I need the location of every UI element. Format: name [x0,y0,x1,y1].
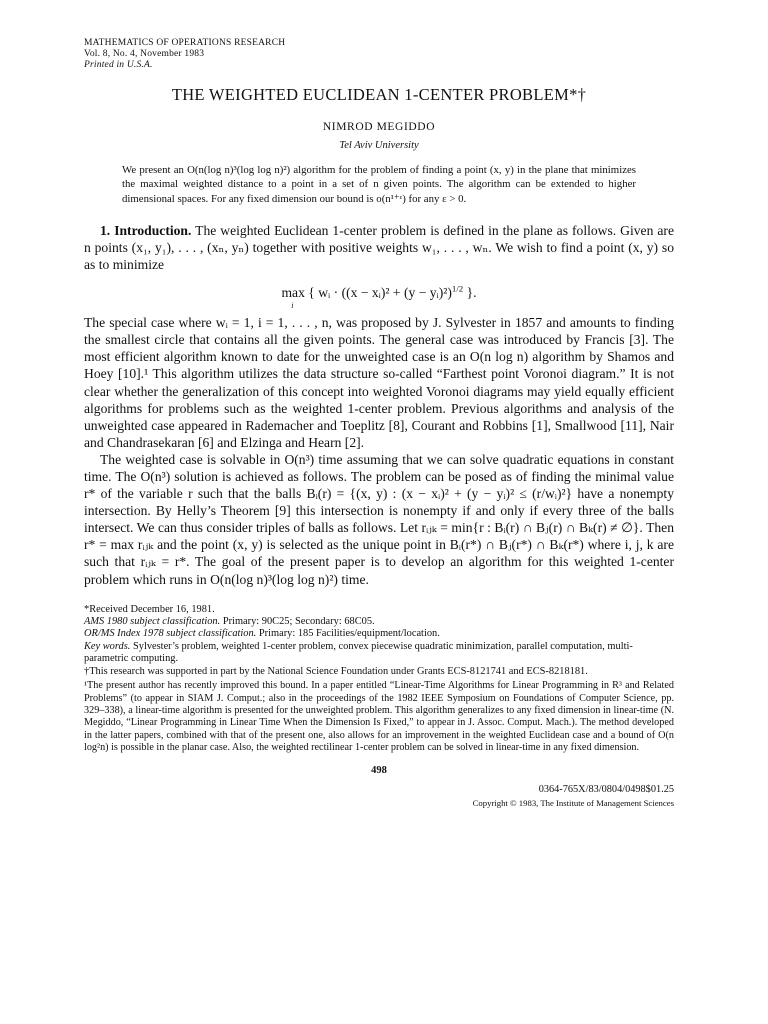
formula-max-sub: i [291,301,294,311]
page-number: 498 [371,764,387,776]
section-introduction [84,222,674,588]
journal-printed: Printed in U.S.A. [84,60,153,70]
abstract: We present an O(n(log n)³(log log n)²) algorithm for the problem of finding a point (x, y) in the plane that minimizes the maximal weighted distance to a point in a set of n given points. The algorithm can be extended to higher dimensional spaces. For any fixed dimension our bound is o(n¹⁺ᵋ) for any ε > 0. [122,164,636,205]
journal-header [84,38,674,71]
intro-text: The weighted Euclidean 1-center problem is defined in the plane as follows. Given are n points (x₁, y₁), . . . , (xₙ, yₙ) together with positive weights w₁, . . . , wₙ. We wish to find a point (x, y) so as to minimize [84,222,674,273]
section-number: 1. [100,222,111,238]
section-title: Introduction. [114,222,192,238]
formula-max: max i [281,282,304,304]
footnote-ams: AMS 1980 subject classification. Primary: 90C25; Secondary: 68C05. [84,616,375,628]
footnote-keywords: Key words. Sylvester’s problem, weighted 1-center problem, convex piecewise quadratic minimization, parallel computation, multi-parametric computing. [84,640,633,665]
formula-close: }. [466,285,477,301]
author-name: NIMROD MEGIDDO [322,121,436,133]
journal-name: MATHEMATICS OF OPERATIONS RESEARCH [84,38,286,48]
paragraph-special-case: The special case where wᵢ = 1, i = 1, . . . , n, was proposed by J. Sylvester in 1857 and amounts to finding the smallest circle that contains all the given points. The general case was introduced by Francis [3]. The most efficient algorithm known to date for the unweighted case is an O(n log n) algorithm by Shamos and Hoey [10].¹ This algorithm utilizes the data structure so-called “Farthest point Voronoi diagram.” It is not clear whether the generalization of this concept into weighted Voronoi diagrams may yield equally efficient algorithms for problems such as the weighted 1-center problem. Previous algorithms and analysis of the unweighted case appeared in Rademacher and Toeplitz [8], Courant and Robbins [1], Smallwood [11], Nair and Chandrasekaran [6] and Elzinga and Hearn [2]. [84,315,674,450]
paper-title: THE WEIGHTED EUCLIDEAN 1-CENTER PROBLEM*† [171,85,587,104]
author-affiliation: Tel Aviv University [339,140,419,151]
paper-page [84,38,674,808]
intro-paragraph [84,222,674,273]
formula-body: { wᵢ · ((x − xᵢ)² + (y − yᵢ)²) [308,285,452,301]
copyright-line: Copyright © 1983, The Institute of Management Sciences [472,797,674,808]
footnote-received: *Received December 16, 1981. [84,603,215,615]
paragraph-weighted-case: The weighted case is solvable in O(n³) time assuming that we can solve quadratic equations in constant time. The O(n³) solution is achieved as follows. The problem can be posed as of finding the minimal value r* of the variable r such that the balls Bᵢ(r) = {(x, y) : (x − xᵢ)² + (y − yᵢ)² ≤ (r/wᵢ)²} have a nonempty intersection. By Helly’s Theorem [9] this intersection is nonempty if and only if every three of the balls intersect. We can thus consider triples of balls as follows. Let rᵢⱼₖ = min{r : Bᵢ(r) ∩ Bⱼ(r) ∩ Bₖ(r) ≠ ∅}. Then r* = max rᵢⱼₖ and the point (x, y) is selected as the unique point in Bᵢ(r*) ∩ Bⱼ(r*) ∩ Bₖ(r*) where i, j, k are such that rᵢⱼₖ = r*. The goal of the present paper is to develop an algorithm for this weighted 1-center problem which runs in O(n(log n)³(log log n)²) time. [84,451,674,587]
footnote-orms: OR/MS Index 1978 subject classification. Primary: 185 Facilities/equipment/location. [84,628,440,640]
article-code: 0364-765X/83/0804/0498$01.25 [538,783,674,795]
formula-exponent: 1/2 [451,283,464,294]
footnote-1: ¹The present author has recently improved this bound. In a paper entitled “Linear-Time Algorithms for Linear Programming in R³ and Related Problems” (to appear in SIAM J. Comput.; also in the proceedings of the 1982 IEEE Symposium on Foundations of Computer Science, pp. 329–338), a linear-time algorithm is presented for the unweighted problem. This algorithm generalizes to any fixed dimension in linear-time (N. Megiddo, “Linear Programming in Linear Time When the Dimension Is Fixed,” to appear in J. Assoc. Comput. Mach.). The method developed in the latter papers, combined with that of the present one, also allows for an improvement in the weighted Euclidean case and a bound of O(n log²n) is possible in the planar case. Also, the weighted rectilinear 1-center problem can be solved in linear-time in any fixed dimension. [84,680,674,754]
footnotes [84,604,674,755]
journal-volume: Vol. 8, No. 4, November 1983 [84,49,205,59]
objective-formula [84,282,674,311]
footnote-nsf: †This research was supported in part by the National Science Foundation under Grants ECS-8121741 and ECS-8218181. [84,665,588,677]
